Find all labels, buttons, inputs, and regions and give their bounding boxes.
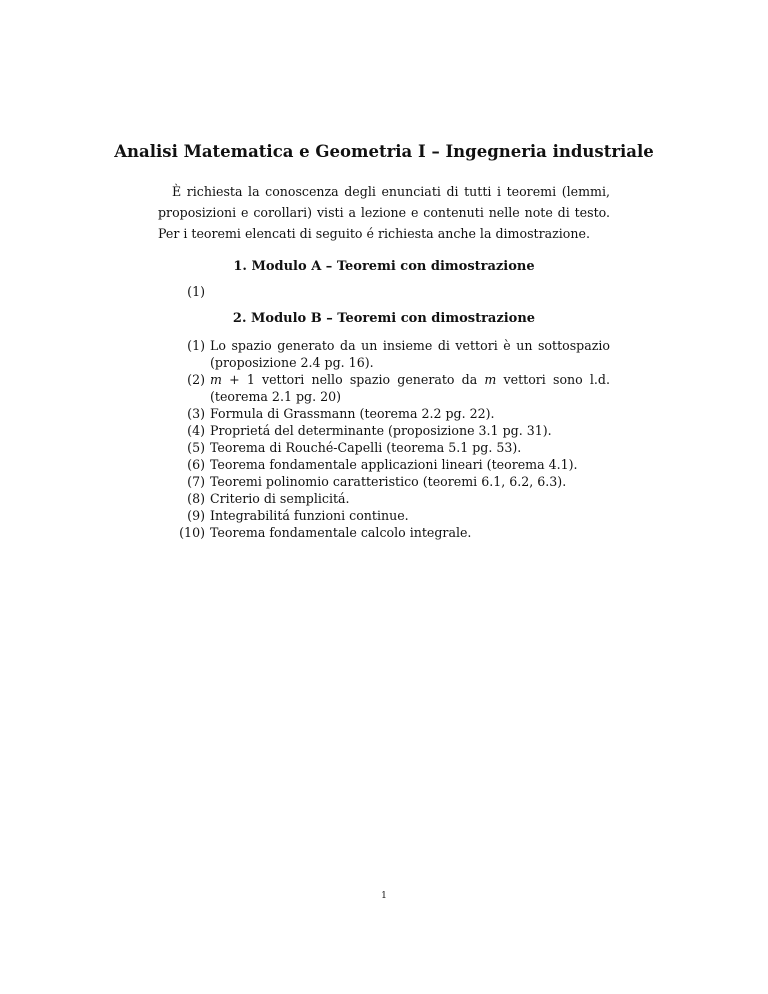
item-text: Formula di Grassmann (teorema 2.2 pg. 22). [210,406,495,421]
modulo-a-list [158,283,610,300]
item-text [210,371,610,405]
item-text-part: + 1 vettori nello spazio generato da [221,372,485,387]
math-variable: m [210,372,222,387]
document-title: Analisi Matematica e Geometria I – Ingegneria industriale [114,142,654,161]
list-item [158,490,610,507]
intro-paragraph: È richiesta la conoscenza degli enunciati di tutti i teoremi (lemmi, proposizioni e corollari) visti a lezione e contenuti nelle note di testo. Per i teoremi elencati di seguito é richiesta anche la dimostrazione. [158,184,610,241]
item-number: (8) [187,491,205,506]
item-text: Teorema fondamentale applicazioni lineari (teorema 4.1). [210,457,578,472]
section-heading-modulo-a: 1. Modulo A – Teoremi con dimostrazione [233,259,535,274]
item-number: (6) [187,457,205,472]
page-number: 1 [381,891,387,901]
item-text: Proprietá del determinante (proposizione 3.1 pg. 31). [210,423,552,438]
list-item [158,507,610,524]
list-item [158,337,610,371]
list-item [158,456,610,473]
item-text: Teorema fondamentale calcolo integrale. [210,525,472,540]
item-number: (1) [187,338,205,353]
item-text: Criterio di semplicitá. [210,491,350,506]
item-number: (10) [179,525,205,540]
item-number: (3) [187,406,205,421]
item-number: (9) [187,508,205,523]
item-text [210,283,610,300]
modulo-b-list [158,337,610,541]
item-number: (2) [187,372,205,387]
item-text-part: vettori sono l.d. (teorema 2.1 pg. 20) [210,372,610,404]
item-number: (5) [187,440,205,455]
item-number: (1) [187,284,205,299]
item-number: (7) [187,474,205,489]
list-item [158,405,610,422]
list-item [158,524,610,541]
math-variable: m [484,372,497,387]
list-item [158,473,610,490]
list-item [158,283,610,300]
item-text: Integrabilitá funzioni continue. [210,508,409,523]
section-heading-modulo-b: 2. Modulo B – Teoremi con dimostrazione [232,311,536,326]
item-number: (4) [187,423,205,438]
item-text: Lo spazio generato da un insieme di vettori è un sottospazio (proposizione 2.4 pg. 16). [210,338,610,370]
list-item [158,422,610,439]
item-text: Teorema di Rouché-Capelli (teorema 5.1 pg. 53). [210,440,522,455]
list-item [158,371,610,405]
item-text: Teoremi polinomio caratteristico (teoremi 6.1, 6.2, 6.3). [210,474,567,489]
list-item [158,439,610,456]
